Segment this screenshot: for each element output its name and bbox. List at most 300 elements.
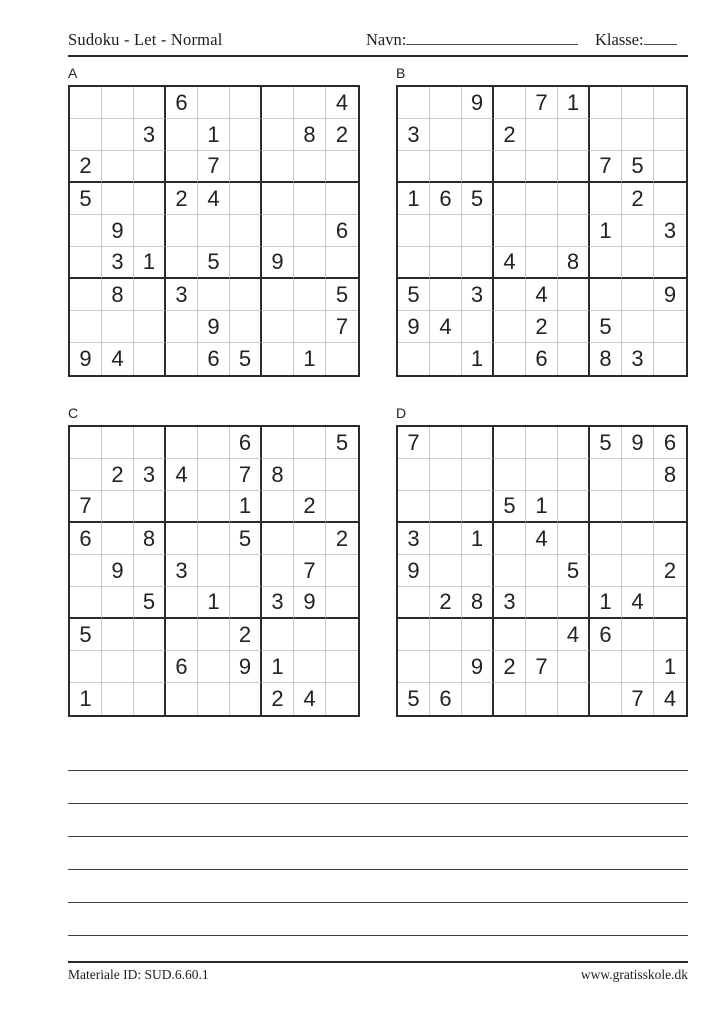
sudoku-cell [134,555,166,587]
sudoku-cell: 3 [262,587,294,619]
sudoku-cell [102,151,134,183]
sudoku-cell [462,459,494,491]
sudoku-cell: 5 [70,183,102,215]
sudoku-cell: 4 [166,459,198,491]
sudoku-cell [590,683,622,715]
sudoku-cell [198,215,230,247]
sudoku-cell [198,279,230,311]
sudoku-cell: 7 [230,459,262,491]
sudoku-cell: 6 [654,427,686,459]
sudoku-cell [590,459,622,491]
sudoku-cell [294,247,326,279]
sudoku-cell [558,119,590,151]
sudoku-cell: 2 [262,683,294,715]
sudoku-cell: 4 [102,343,134,375]
sudoku-cell: 4 [198,183,230,215]
sudoku-cell [430,87,462,119]
sudoku-cell [494,619,526,651]
sudoku-cell: 2 [526,311,558,343]
sudoku-cell [622,459,654,491]
sudoku-cell [494,311,526,343]
sudoku-cell: 4 [494,247,526,279]
sudoku-cell [654,151,686,183]
sudoku-cell [622,279,654,311]
sudoku-cell [70,215,102,247]
sudoku-cell: 8 [262,459,294,491]
sudoku-cell [326,587,358,619]
sudoku-cell [526,619,558,651]
puzzle-label-a: A [68,65,78,81]
sudoku-cell [526,119,558,151]
sudoku-cell [230,87,262,119]
sudoku-cell [494,183,526,215]
sudoku-cell [102,427,134,459]
sudoku-cell [430,523,462,555]
sudoku-cell [622,619,654,651]
sudoku-cell [430,555,462,587]
sudoku-cell: 3 [494,587,526,619]
sudoku-cell [654,311,686,343]
sudoku-cell [590,491,622,523]
sudoku-cell [398,151,430,183]
sudoku-cell [102,491,134,523]
sudoku-cell [70,459,102,491]
sudoku-cell [198,555,230,587]
writing-line [68,837,688,870]
sudoku-cell [166,311,198,343]
sudoku-cell [230,279,262,311]
sudoku-cell [558,343,590,375]
sudoku-cell [134,279,166,311]
sudoku-cell: 9 [294,587,326,619]
sudoku-cell [262,151,294,183]
sudoku-cell [294,215,326,247]
sudoku-cell: 7 [526,87,558,119]
sudoku-cell [526,459,558,491]
sudoku-grid-c [68,425,360,717]
puzzle-label-d: D [396,405,407,421]
sudoku-cell [262,311,294,343]
sudoku-cell: 9 [462,651,494,683]
sudoku-cell [102,683,134,715]
sudoku-cell: 3 [134,459,166,491]
sudoku-cell: 1 [294,343,326,375]
sudoku-cell: 7 [622,683,654,715]
sudoku-cell [654,343,686,375]
sudoku-cell [494,555,526,587]
sudoku-cell [166,523,198,555]
sudoku-cell [294,459,326,491]
sudoku-cell: 8 [558,247,590,279]
sudoku-cell [462,119,494,151]
sudoku-cell: 3 [166,279,198,311]
sudoku-cell [494,343,526,375]
sudoku-cell [654,587,686,619]
sudoku-cell [134,311,166,343]
sudoku-cell: 8 [654,459,686,491]
sudoku-cell [590,247,622,279]
sudoku-cell [262,215,294,247]
writing-line [68,903,688,936]
sudoku-cell [166,151,198,183]
sudoku-cell [398,215,430,247]
sudoku-cell [494,87,526,119]
sudoku-cell [430,279,462,311]
sudoku-cell: 2 [494,651,526,683]
sudoku-cell: 2 [326,119,358,151]
sudoku-cell: 6 [166,87,198,119]
sudoku-cell [198,651,230,683]
sudoku-cell: 7 [590,151,622,183]
sudoku-cell [198,619,230,651]
sudoku-cell: 9 [398,555,430,587]
sudoku-cell [558,183,590,215]
sudoku-cell [654,523,686,555]
sudoku-cell [230,183,262,215]
sudoku-cell: 3 [654,215,686,247]
sudoku-cell [398,491,430,523]
name-blank-line [406,41,578,45]
sudoku-cell [166,683,198,715]
page-header [68,0,688,57]
sudoku-cell [262,523,294,555]
sudoku-cell [326,343,358,375]
sudoku-cell: 1 [134,247,166,279]
sudoku-cell [430,215,462,247]
sudoku-cell: 9 [622,427,654,459]
sudoku-cell: 1 [262,651,294,683]
sudoku-cell [262,87,294,119]
sudoku-cell [590,87,622,119]
sudoku-cell [230,151,262,183]
sudoku-cell [462,427,494,459]
sudoku-cell [430,427,462,459]
sudoku-cell [198,427,230,459]
sudoku-cell [494,523,526,555]
sudoku-cell [70,311,102,343]
sudoku-puzzle-c [68,406,360,717]
sudoku-cell [326,619,358,651]
sudoku-cell: 2 [70,151,102,183]
sudoku-cell: 9 [398,311,430,343]
sudoku-cell: 4 [663,686,677,711]
sudoku-cell: 7 [398,427,430,459]
sudoku-cell [294,87,326,119]
sudoku-cell: 2 [166,183,198,215]
sudoku-cell: 6 [230,427,262,459]
sudoku-cell: 3 [462,279,494,311]
sudoku-puzzle-b [396,66,688,377]
sudoku-cell [622,523,654,555]
sudoku-cell [558,459,590,491]
sudoku-cell [102,523,134,555]
sudoku-cell [398,619,430,651]
sudoku-cell [526,587,558,619]
sudoku-cell: 5 [590,311,622,343]
sudoku-cell: 8 [294,119,326,151]
sudoku-cell: 1 [526,491,558,523]
sudoku-cell [294,523,326,555]
sudoku-cell: 4 [430,311,462,343]
sudoku-cell [198,459,230,491]
sudoku-cell: 5 [134,587,166,619]
sudoku-cell [398,343,430,375]
sudoku-cell [590,119,622,151]
sudoku-cell: 5 [398,279,430,311]
class-blank-line [644,41,677,45]
sudoku-cell: 1 [230,491,262,523]
sudoku-cell: 8 [462,587,494,619]
sudoku-cell [198,683,230,715]
sudoku-cell [430,491,462,523]
sudoku-cell: 4 [526,279,558,311]
sudoku-cell: 7 [294,555,326,587]
sudoku-cell [166,587,198,619]
sudoku-cell [70,651,102,683]
sudoku-cell: 2 [102,459,134,491]
sudoku-cell: 2 [430,587,462,619]
website-link: www.gratisskole.dk [580,967,688,982]
sudoku-cell [622,87,654,119]
sudoku-cell: 1 [198,119,230,151]
sudoku-cell [262,555,294,587]
sudoku-cell [526,215,558,247]
sudoku-cell: 9 [262,247,294,279]
sudoku-cell: 6 [430,183,462,215]
sudoku-cell: 1 [654,651,686,683]
sudoku-cell: 2 [326,523,358,555]
sudoku-cell [590,523,622,555]
sudoku-cell: 6 [590,619,622,651]
sudoku-cell [70,87,102,119]
sudoku-cell [102,119,134,151]
sudoku-cell: 7 [70,491,102,523]
sudoku-cell: 8 [134,523,166,555]
sudoku-cell: 6 [166,651,198,683]
sudoku-cell [102,619,134,651]
sudoku-cell [462,311,494,343]
writing-line [68,738,688,771]
sudoku-cell [166,427,198,459]
sudoku-cell [526,683,558,715]
sudoku-cell [326,247,358,279]
sudoku-cell [590,555,622,587]
sudoku-cell [230,311,262,343]
sudoku-cell [558,683,590,715]
sudoku-cell [326,151,358,183]
name-label: Navn: [366,30,407,49]
sudoku-cell: 5 [230,523,262,555]
sudoku-cell [558,215,590,247]
sudoku-cell [166,491,198,523]
sudoku-cell [230,587,262,619]
class-field-group [595,30,677,50]
sudoku-cell: 1 [590,215,622,247]
sudoku-cell [326,459,358,491]
sudoku-cell [230,247,262,279]
sudoku-cell: 6 [70,523,102,555]
sudoku-cell [166,215,198,247]
sudoku-cell [134,215,166,247]
sudoku-cell [134,427,166,459]
sudoku-cell: 1 [70,683,102,715]
sudoku-cell: 3 [398,119,430,151]
sudoku-cell: 1 [590,587,622,619]
writing-line [68,771,688,804]
sudoku-cell [622,215,654,247]
puzzle-label-b: B [396,65,406,81]
sudoku-cell [134,619,166,651]
sudoku-cell [262,343,294,375]
sudoku-cell [654,87,686,119]
sudoku-cell [462,215,494,247]
sudoku-cell: 8 [102,279,134,311]
sudoku-cell: 9 [654,279,686,311]
sudoku-cell [198,491,230,523]
sudoku-cell [654,183,686,215]
sudoku-cell: 5 [398,683,430,715]
sudoku-cell [558,587,590,619]
sudoku-cell [654,247,686,279]
sudoku-cell [294,279,326,311]
sudoku-cell [526,183,558,215]
sudoku-cell [622,247,654,279]
sudoku-cell: 1 [558,87,590,119]
sudoku-cell [654,491,686,523]
sudoku-cell [590,183,622,215]
sudoku-cell [70,555,102,587]
sudoku-cell [102,311,134,343]
sudoku-cell: 7 [198,151,230,183]
sudoku-cell [70,427,102,459]
sudoku-cell [398,87,430,119]
sudoku-cell: 5 [326,427,358,459]
sudoku-cell: 1 [198,587,230,619]
sudoku-cell: 4 [526,523,558,555]
sudoku-cell [622,311,654,343]
puzzle-label-c: C [68,405,79,421]
sudoku-cell [134,151,166,183]
sudoku-cell [230,119,262,151]
sudoku-cell [294,427,326,459]
sudoku-cell [326,683,358,715]
sudoku-cell [430,119,462,151]
sudoku-cell [494,459,526,491]
sudoku-cell [494,683,526,715]
sudoku-cell: 4 [326,87,358,119]
sudoku-cell [134,183,166,215]
sudoku-cell [398,459,430,491]
sudoku-cell [430,247,462,279]
writing-line [68,870,688,903]
sudoku-cell: 1 [462,343,494,375]
sudoku-cell [294,183,326,215]
sudoku-cell [70,247,102,279]
sudoku-cell [558,427,590,459]
sudoku-cell [398,651,430,683]
sudoku-cell [326,183,358,215]
sudoku-cell: 4 [622,587,654,619]
sudoku-cell: 5 [590,427,622,459]
sudoku-cell [102,183,134,215]
sudoku-cell: 7 [526,651,558,683]
sudoku-cell [462,619,494,651]
sudoku-cell [294,651,326,683]
sudoku-cell [558,279,590,311]
sudoku-cell [558,651,590,683]
sudoku-cell [590,651,622,683]
sudoku-cell [494,151,526,183]
sudoku-cell [558,491,590,523]
sudoku-cell: 1 [398,183,430,215]
sudoku-cell [326,555,358,587]
sudoku-cell [494,215,526,247]
sudoku-cell: 6 [430,683,462,715]
sudoku-cell [622,119,654,151]
sudoku-cell: 6 [198,343,230,375]
sudoku-cell [326,491,358,523]
sudoku-cell [462,247,494,279]
sudoku-cell [166,119,198,151]
sudoku-grid-b [396,85,688,377]
sudoku-cell: 5 [558,555,590,587]
sudoku-cell [430,343,462,375]
sudoku-cell: 5 [622,151,654,183]
sudoku-puzzle-d [396,406,688,717]
name-field-group [366,30,578,50]
sudoku-cell [526,247,558,279]
sudoku-cell: 3 [622,343,654,375]
sudoku-cell: 9 [102,555,134,587]
sudoku-cell [398,247,430,279]
sudoku-cell: 8 [590,343,622,375]
sudoku-cell: 9 [198,311,230,343]
sudoku-cell [262,279,294,311]
sudoku-cell: 3 [166,555,198,587]
sudoku-cell [622,491,654,523]
sudoku-cell [230,555,262,587]
sudoku-cell: 5 [230,343,262,375]
sudoku-cell [102,587,134,619]
sudoku-cell [654,619,686,651]
sudoku-cell [70,119,102,151]
sudoku-cell [558,151,590,183]
sudoku-cell [230,683,262,715]
page-title: Sudoku - Let - Normal [68,30,223,49]
sudoku-cell: 5 [462,183,494,215]
sudoku-cell [622,555,654,587]
sudoku-cell [70,279,102,311]
sudoku-cell: 5 [70,619,102,651]
sudoku-cell: 5 [494,491,526,523]
sudoku-cell [558,523,590,555]
writing-lines [68,738,688,936]
sudoku-cell [294,619,326,651]
sudoku-cell [558,311,590,343]
sudoku-cell: 6 [326,215,358,247]
sudoku-cell [166,343,198,375]
sudoku-cell [526,555,558,587]
sudoku-cell: 2 [654,555,686,587]
sudoku-cell: 9 [102,215,134,247]
sudoku-cell [494,427,526,459]
sudoku-cell [102,87,134,119]
sudoku-cell [166,247,198,279]
sudoku-cell: 7 [326,311,358,343]
sudoku-cell [262,427,294,459]
sudoku-cell [262,619,294,651]
sudoku-cell [262,491,294,523]
